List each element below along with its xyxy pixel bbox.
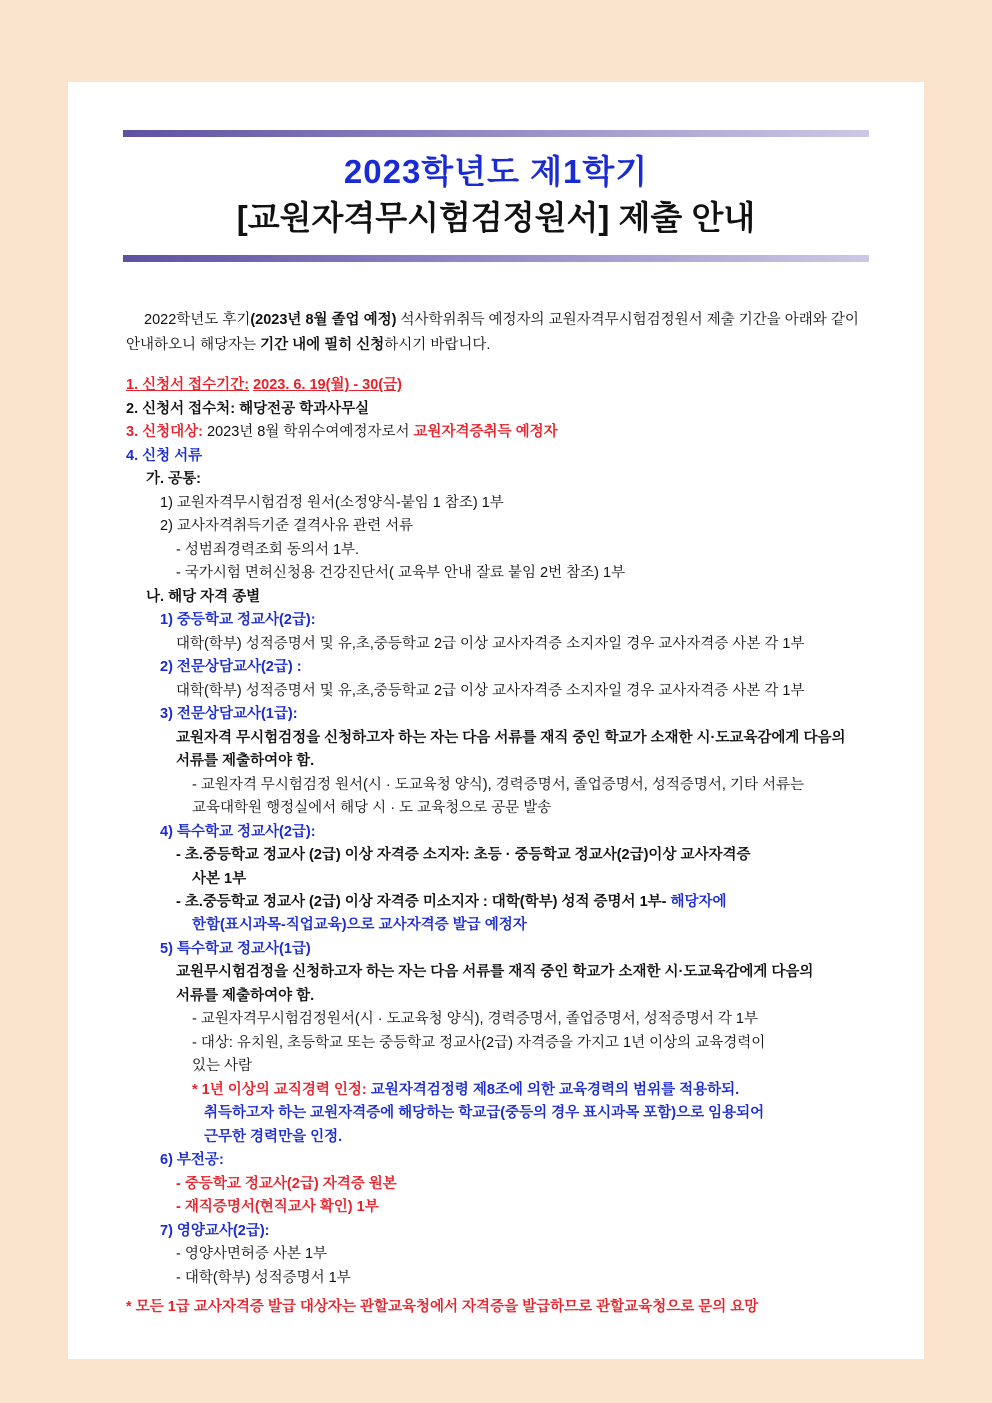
footnote: * 모든 1급 교사자격증 발급 대상자는 관할교육청에서 자격증을 발급하므로 관할교육청으로 문의 요망 [126, 1299, 759, 1316]
na-5-star-text: 교원자격검정령 제8조에 의한 교육경력의 범위를 적용하되. [370, 1081, 740, 1098]
item-4: 4. 신청 서류 [126, 447, 203, 464]
item-1-label: 1. 신청서 접수기간: [126, 377, 250, 394]
page-title-line2: [교원자격무시험검정원서] 제출 안내 [236, 199, 756, 237]
na-3-body2: 서류를 제출하여야 함. [176, 753, 315, 770]
na-3-dash2: 교육대학원 행정실에서 해당 시 · 도 교육청으로 공문 발송 [192, 800, 552, 817]
na-3-dash1: - 교원자격 무시험검정 원서(시 · 도교육청 양식), 경력증명서, 졸업증명서, 성적증명서, 기타 서류는 [192, 776, 805, 793]
na-4-dash1-line2: 사본 1부 [192, 870, 247, 887]
na-5-body2: 서류를 제출하여야 함. [176, 987, 315, 1004]
na-6-dash1: - 중등학교 정교사(2급) 자격증 원본 [176, 1175, 397, 1192]
na-2-head: 2) 전문상담교사(2급) : [160, 659, 302, 676]
item-1-value: 2023. 6. 19(월) - 30(금) [253, 377, 402, 394]
intro-paragraph [126, 308, 866, 358]
item-2 [126, 398, 866, 421]
na-4-dash2-line2: 한함(표시과목-직업교육)으로 교사자격증 발급 예정자 [192, 917, 527, 934]
na-5-star-line3: 근무한 경력만을 인정. [204, 1128, 343, 1145]
item-4-ga: 가. 공통: [146, 471, 201, 488]
item-4-ga-2-b: - 국가시험 면허신청용 건강진단서( 교육부 안내 잘료 붙임 2번 참조) 1부 [176, 565, 626, 582]
item-2-label: 2. 신청서 접수처: [126, 400, 236, 417]
na-7-dash1: - 영양사면허증 사본 1부 [176, 1246, 328, 1263]
na-5-body1: 교원무시험검정을 신청하고자 하는 자는 다음 서류를 재직 중인 학교가 소재한 시·도교육감에게 다음의 [176, 964, 814, 981]
intro-part1: 2022학년도 후기 [144, 312, 251, 329]
title-block [123, 120, 869, 274]
na-3-head: 3) 전문상담교사(1급): [160, 706, 298, 723]
item-4-ga-2-a: - 성범죄경력조회 동의서 1부. [176, 541, 360, 558]
intro-part3: 석사학위취득 예정자의 교원자격무시험검정원서 제출 기간을 아래와 같이 안내하오니 해당자는 [126, 312, 859, 354]
item-3-label: 3. 신청대상: [126, 424, 203, 441]
item-4-ga-1: 1) 교원자격무시험검정 원서(소정양식-붙임 1 참조) 1부 [160, 494, 504, 511]
na-1-body: 대학(학부) 성적증명서 및 유,초,중등학교 2급 이상 교사자격증 소지자일 경우 교사자격증 사본 각 1부 [176, 635, 805, 652]
title-text-area [123, 137, 869, 255]
page-title-line1: 2023학년도 제1학기 [343, 153, 649, 190]
title-rule-bottom [123, 255, 869, 262]
na-4-dash2-text: - 초.중등학교 정교사 (2급) 이상 자격증 미소지자 : 대학(학부) 성적 증명서 1부- [176, 894, 667, 910]
na-4-dash2-emph: 해당자에 [670, 894, 727, 910]
item-2-value: 해당전공 학과사무실 [239, 400, 370, 417]
na-5-dash1: - 교원자격무시험검정원서(시 · 도교육청 양식), 경력증명서, 졸업증명서, 성적증명서 각 1부 [192, 1011, 758, 1028]
item-3-value1: 2023년 8월 학위수여예정자로서 [207, 424, 410, 441]
na-4-dash2-line1 [176, 891, 866, 914]
na-6-dash2: - 재직증명서(현직교사 확인) 1부 [176, 1199, 379, 1216]
na-4-head: 4) 특수학교 정교사(2급): [160, 823, 316, 840]
item-4-na: 나. 해당 자격 종별 [146, 588, 261, 605]
na-5-star-line1 [192, 1079, 866, 1102]
na-7-head: 7) 영양교사(2급): [160, 1222, 270, 1239]
na-3-body1: 교원자격 무시험검정을 신청하고자 하는 자는 다음 서류를 재직 중인 학교가 소재한 시·도교육감에게 다음의 [176, 729, 846, 746]
title-rule-top [123, 130, 869, 137]
na-5-head: 5) 특수학교 정교사(1급) [160, 940, 311, 957]
na-5-star-line2: 취득하고자 하는 교원자격증에 해당하는 학교급(중등의 경우 표시과목 포함)으로 임용되어 [204, 1105, 765, 1122]
na-5-dash2-line1: - 대상: 유치원, 초등학교 또는 중등학교 정교사(2급) 자격증을 가지고 1년 이상의 교육경력이 [192, 1034, 766, 1051]
na-2-body: 대학(학부) 성적증명서 및 유,초,중등학교 2급 이상 교사자격증 소지자일 경우 교사자격증 사본 각 1부 [176, 682, 805, 699]
na-1-head: 1) 중등학교 정교사(2급): [160, 612, 316, 629]
na-6-head: 6) 부전공: [160, 1152, 224, 1169]
na-5-dash2-line2: 있는 사람 [192, 1058, 253, 1075]
item-3-value2: 교원자격증취득 예정자 [413, 424, 558, 441]
na-7-dash2: - 대학(학부) 성적증명서 1부 [176, 1269, 351, 1286]
document-page [68, 82, 924, 1359]
intro-part2: (2023년 8월 졸업 예정) [250, 312, 397, 329]
document-body [126, 308, 866, 1319]
item-1 [126, 374, 866, 397]
item-3 [126, 421, 866, 444]
na-5-star-label: * 1년 이상의 교직경력 인정: [192, 1081, 367, 1098]
item-4-ga-2: 2) 교사자격취득기준 결격사유 관련 서류 [160, 518, 414, 535]
intro-part4: 기간 내에 필히 신청 [260, 337, 385, 354]
intro-part5: 하시기 바랍니다. [384, 337, 491, 354]
na-4-dash1-line1: - 초.중등학교 정교사 (2급) 이상 자격증 소지자: 초등 · 중등학교 정교사(2급)이상 교사자격증 [176, 847, 751, 864]
